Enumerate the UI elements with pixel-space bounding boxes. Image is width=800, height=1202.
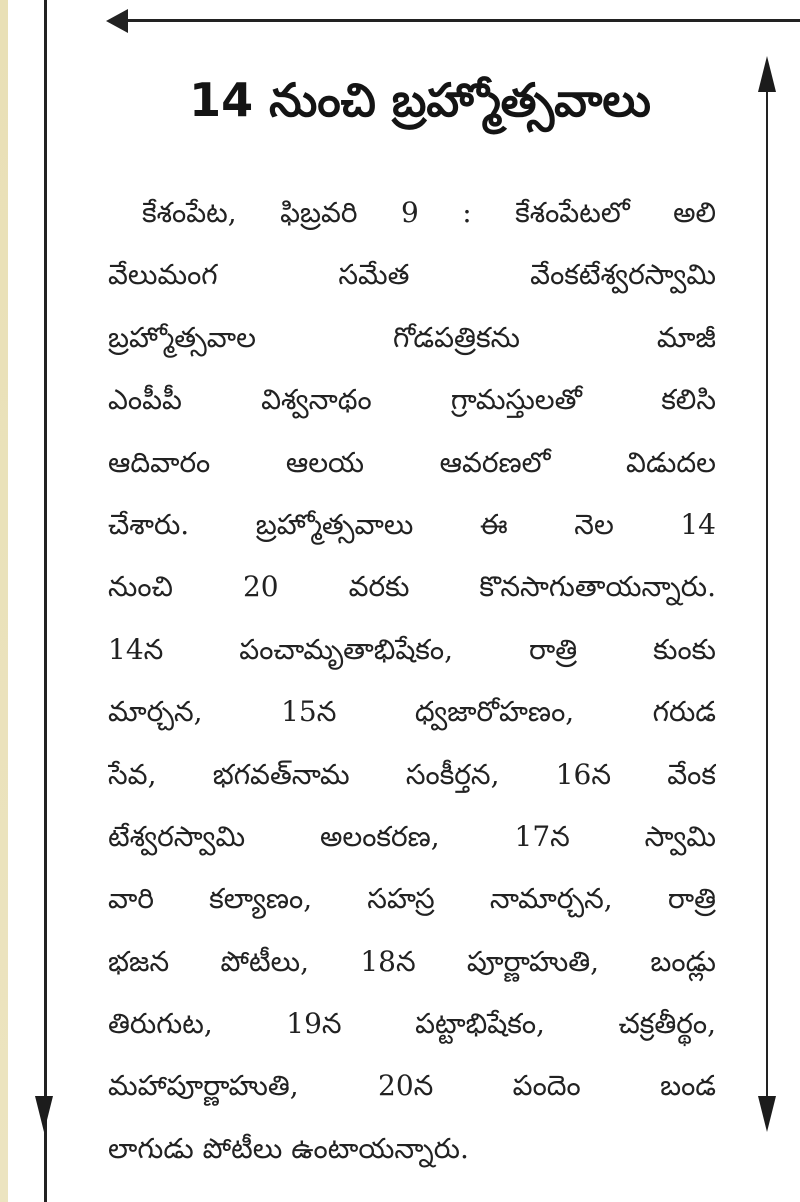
article-line: నుంచి 20 వరకు కొనసాగుతాయన్నారు.: [108, 570, 716, 604]
article-line: మార్చన, 15న ధ్వజారోహణం, గరుడ: [108, 695, 716, 729]
column-rule-right: [766, 80, 768, 1120]
headline: 14 నుంచి బ్రహ్మోత్సవాలు: [189, 73, 651, 127]
article-line: బ్రహ్మోత్సవాల గోడపత్రికను మాజీ: [108, 320, 716, 354]
article-line: చేశారు. బ్రహ్మోత్సవాలు ఈ నెల 14: [108, 507, 716, 541]
scan-edge: [0, 0, 8, 1202]
left-arrow-icon: [106, 9, 128, 33]
article-line: వేలుమంగ సమేత వేంకటేశ్వరస్వామి: [108, 258, 716, 292]
article-line: భజన పోటీలు, 18న పూర్ణాహుతి, బండ్లు: [108, 944, 716, 978]
down-arrow-icon: [758, 1096, 776, 1132]
article-line: కేశంపేట, ఫిబ్రవరి 9 : కేశంపేటలో అలి: [142, 196, 716, 229]
article-line: లాగుడు పోటీలు ఉంటాయన్నారు.: [108, 1131, 469, 1165]
article-line: మహాపూర్ణాహుతి, 20న పందెం బండ: [108, 1069, 716, 1103]
article-line: సేవ, భగవత్‌నామ సంకీర్తన, 16న వేంక: [108, 757, 716, 791]
down-arrow-icon: [35, 1096, 53, 1132]
article-line: టేశ్వరస్వామి అలంకరణ, 17న స్వామి: [108, 819, 716, 853]
article-line: ఆదివారం ఆలయ ఆవరణలో విడుదల: [108, 445, 716, 479]
up-arrow-icon: [758, 56, 776, 92]
column-rule-left: [44, 0, 47, 1202]
article-body: [108, 182, 716, 1180]
article-line: ఎంపీపీ విశ్వనాథం గ్రామస్తులతో కలిసి: [108, 383, 716, 417]
top-rule: [120, 19, 800, 22]
article-line: వారి కల్యాణం, సహస్ర నామార్చన, రాత్రి: [108, 882, 716, 916]
article-line: 14న పంచామృతాభిషేకం, రాత్రి కుంకు: [108, 632, 716, 666]
article-line: తిరుగుట, 19న పట్టాభిషేకం, చక్రతీర్థం,: [108, 1007, 716, 1041]
